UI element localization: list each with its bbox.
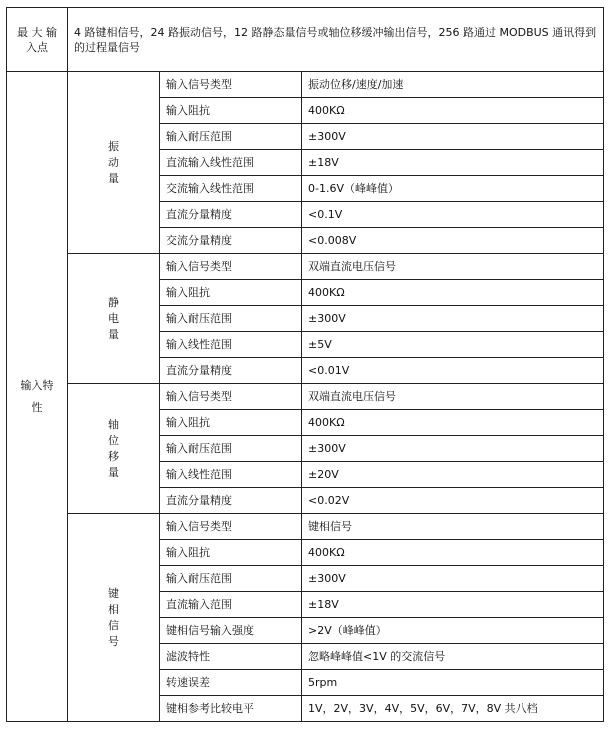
param-name: 输入信号类型 xyxy=(160,254,302,280)
param-value: <0.01V xyxy=(302,358,604,384)
param-value: 400KΩ xyxy=(302,410,604,436)
param-value: 1V，2V，3V，4V，5V，6V，7V，8V 共八档 xyxy=(302,696,604,722)
param-name: 直流分量精度 xyxy=(160,358,302,384)
param-name: 输入耐压范围 xyxy=(160,436,302,462)
param-name: 输入阻抗 xyxy=(160,540,302,566)
param-name: 直流分量精度 xyxy=(160,488,302,514)
param-value: 0-1.6V（峰峰值） xyxy=(302,176,604,202)
spec-table-body xyxy=(7,8,604,722)
max-inputs-row xyxy=(7,8,604,72)
group-name-text: 静电量 xyxy=(108,295,119,341)
param-name: 滤波特性 xyxy=(160,644,302,670)
group-label xyxy=(68,514,160,722)
param-value: ±18V xyxy=(302,592,604,618)
param-value: 双端直流电压信号 xyxy=(302,254,604,280)
param-value: ±300V xyxy=(302,566,604,592)
param-value: 400KΩ xyxy=(302,98,604,124)
param-value: 5rpm xyxy=(302,670,604,696)
spec-row xyxy=(7,254,604,280)
param-name: 输入线性范围 xyxy=(160,332,302,358)
group-name-text: 轴位移量 xyxy=(108,417,119,479)
param-name: 输入线性范围 xyxy=(160,462,302,488)
param-name: 输入阻抗 xyxy=(160,280,302,306)
param-value: ±20V xyxy=(302,462,604,488)
param-value: ±300V xyxy=(302,124,604,150)
max-inputs-label: 最 大 输 入点 xyxy=(7,8,68,72)
param-value: 400KΩ xyxy=(302,540,604,566)
input-characteristics-label xyxy=(7,72,68,722)
group-label xyxy=(68,384,160,514)
side-label-text: 输入特性 xyxy=(20,378,54,414)
param-value: ±300V xyxy=(302,436,604,462)
param-value: 双端直流电压信号 xyxy=(302,384,604,410)
param-value: <0.1V xyxy=(302,202,604,228)
param-name: 键相参考比较电平 xyxy=(160,696,302,722)
param-name: 直流输入范围 xyxy=(160,592,302,618)
param-value: 振动位移/速度/加速 xyxy=(302,72,604,98)
param-value: ±18V xyxy=(302,150,604,176)
group-name-text: 振动量 xyxy=(108,139,119,185)
group-name-text: 键相信号 xyxy=(108,586,119,648)
param-name: 键相信号输入强度 xyxy=(160,618,302,644)
spec-row xyxy=(7,514,604,540)
param-value: ±5V xyxy=(302,332,604,358)
param-name: 输入信号类型 xyxy=(160,514,302,540)
param-name: 交流输入线性范围 xyxy=(160,176,302,202)
param-name: 直流输入线性范围 xyxy=(160,150,302,176)
param-value: <0.008V xyxy=(302,228,604,254)
param-value: <0.02V xyxy=(302,488,604,514)
param-value: 键相信号 xyxy=(302,514,604,540)
param-name: 转速误差 xyxy=(160,670,302,696)
param-name: 输入耐压范围 xyxy=(160,306,302,332)
param-name: 输入信号类型 xyxy=(160,72,302,98)
spec-row xyxy=(7,72,604,98)
param-name: 输入阻抗 xyxy=(160,410,302,436)
param-name: 输入阻抗 xyxy=(160,98,302,124)
input-spec-table xyxy=(6,7,604,722)
param-value: ±300V xyxy=(302,306,604,332)
param-name: 输入耐压范围 xyxy=(160,566,302,592)
param-name: 输入耐压范围 xyxy=(160,124,302,150)
param-name: 交流分量精度 xyxy=(160,228,302,254)
param-name: 直流分量精度 xyxy=(160,202,302,228)
param-value: >2V（峰峰值） xyxy=(302,618,604,644)
max-inputs-text: 4 路键相信号，24 路振动信号，12 路静态量信号或轴位移缓冲输出信号，256 路通过 MODBUS 通讯得到的过程量信号 xyxy=(68,8,604,72)
param-name: 输入信号类型 xyxy=(160,384,302,410)
param-value: 忽略峰峰值<1V 的交流信号 xyxy=(302,644,604,670)
spec-row xyxy=(7,384,604,410)
param-value: 400KΩ xyxy=(302,280,604,306)
group-label xyxy=(68,72,160,254)
group-label xyxy=(68,254,160,384)
